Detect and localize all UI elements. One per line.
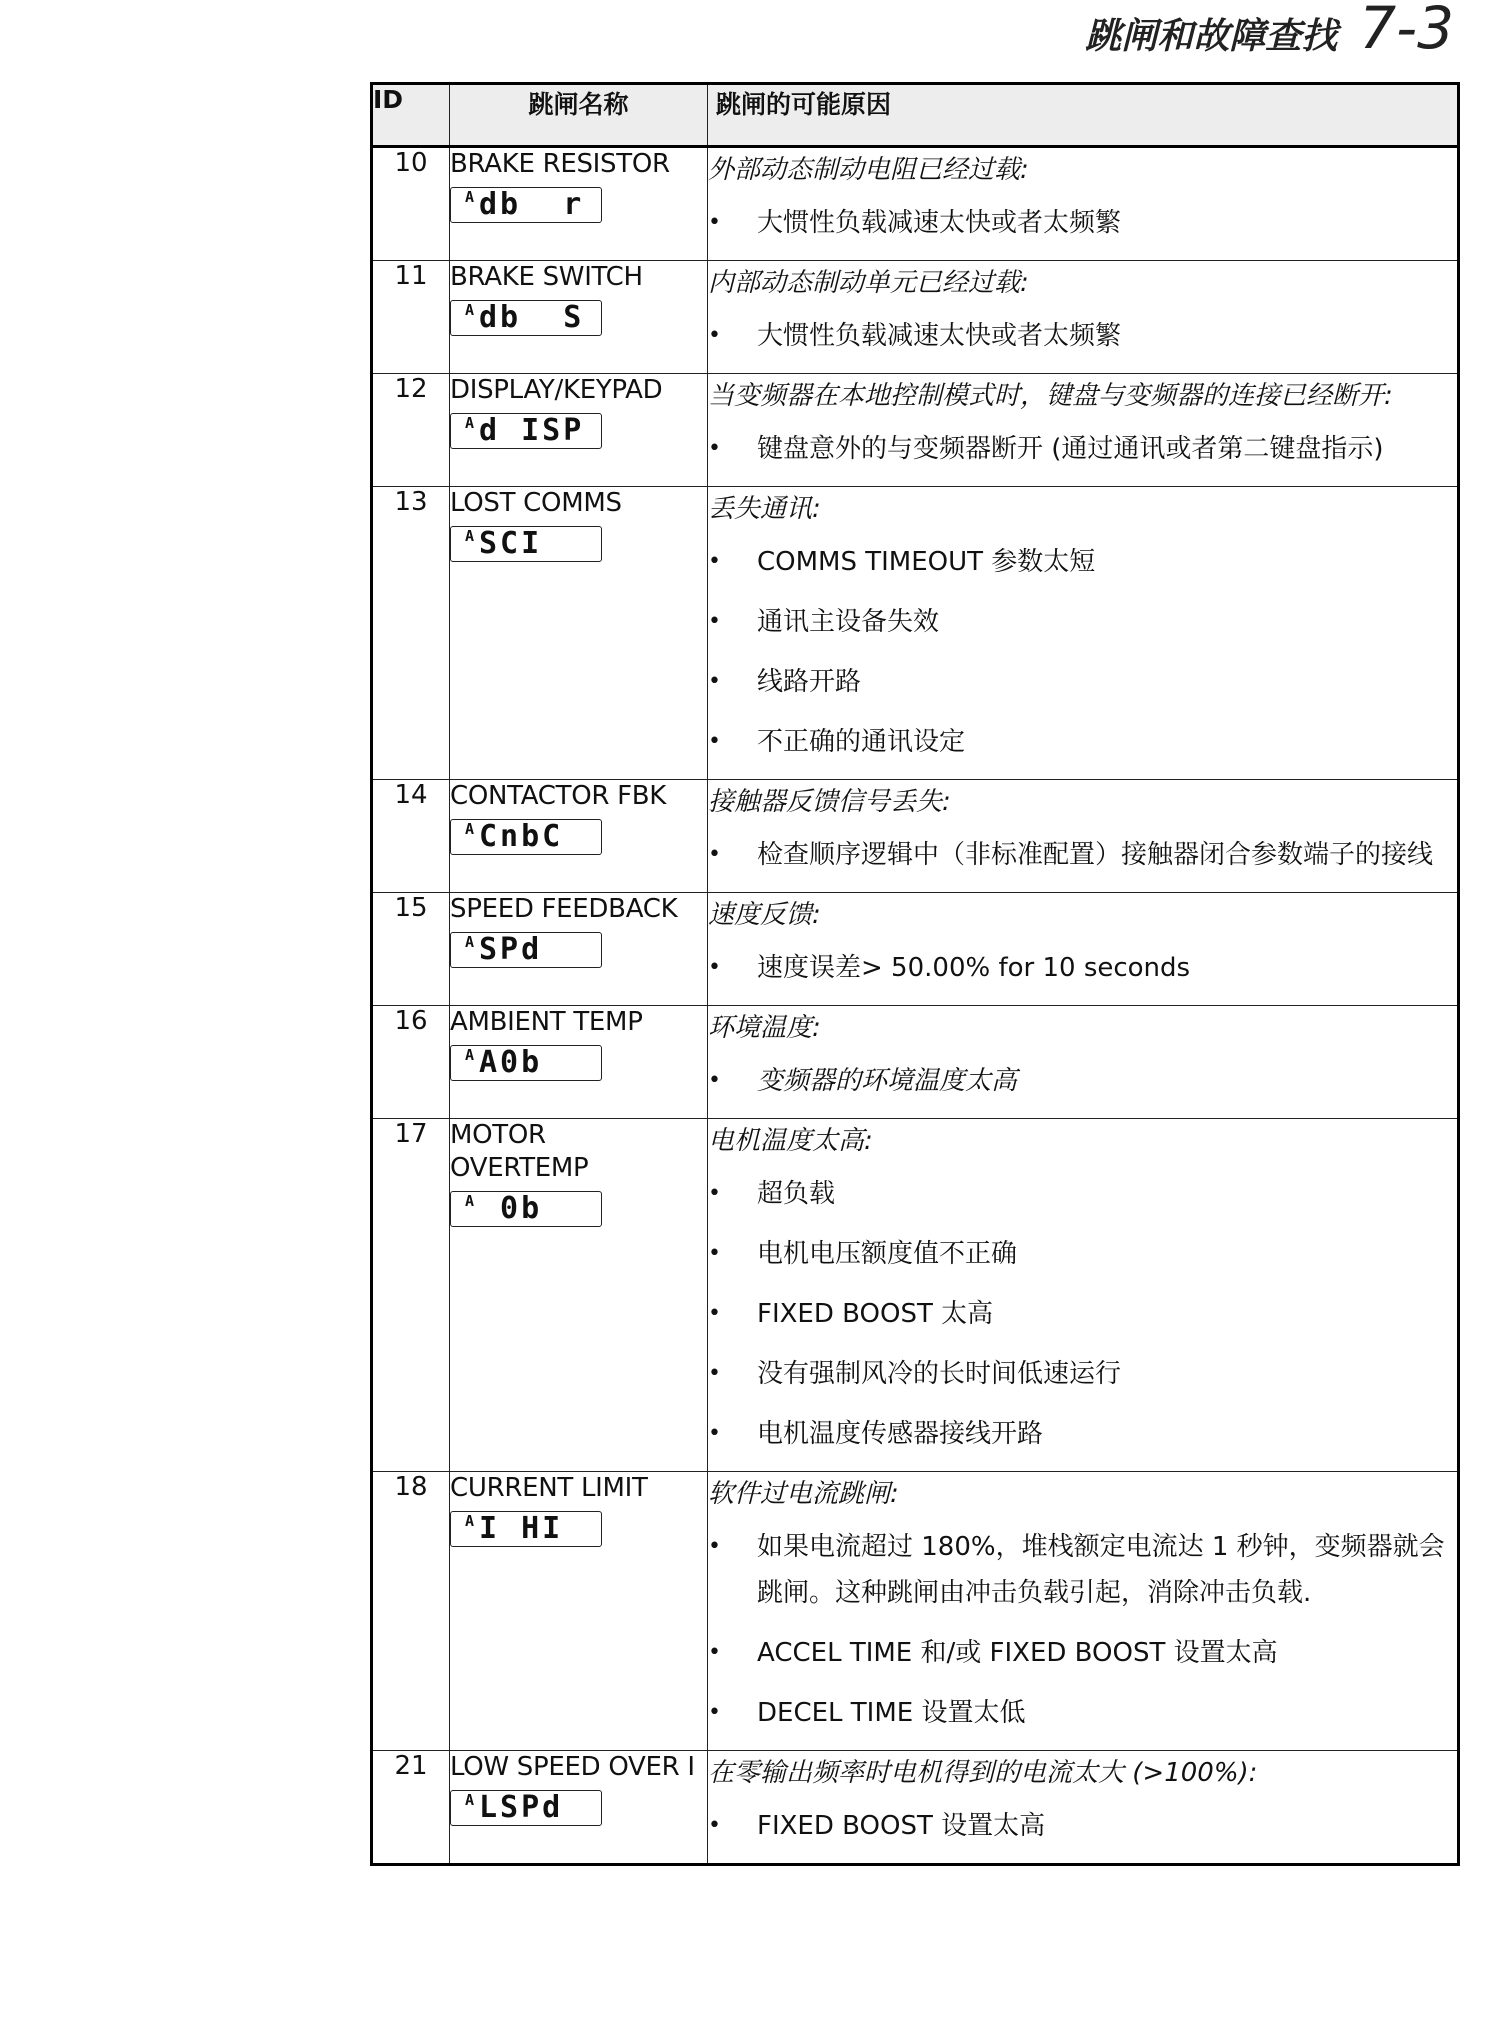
- trip-cause-cell: [708, 1472, 1459, 1751]
- cause-description: 当变频器在本地控制模式时，键盘与变频器的连接已经断开:: [708, 381, 1393, 411]
- trip-name: LOST COMMS: [450, 488, 622, 518]
- cause-list: [708, 832, 1457, 878]
- trip-name: DISPLAY/KEYPAD: [450, 375, 663, 405]
- cause-list: [708, 1171, 1457, 1457]
- lcd-display-code: [450, 1191, 602, 1227]
- lcd-prefix: A: [465, 820, 475, 838]
- trip-name: BRAKE SWITCH: [450, 262, 643, 292]
- cause-item: • 如果电流超过 180%，堆栈额定电流达 1 秒钟，变频器就会跳闸。这种跳闸由冲击负载引起，消除冲击负载.: [708, 1524, 1457, 1616]
- lcd-display-code: [450, 1511, 602, 1547]
- lcd-display-code: [450, 526, 602, 562]
- trip-name-cell: [450, 1751, 708, 1865]
- cause-item: • 电机温度传感器接线开路: [708, 1411, 1457, 1457]
- cause-description: 速度反馈:: [708, 900, 821, 930]
- trip-name: SPEED FEEDBACK: [450, 894, 678, 924]
- lcd-code: CnbC: [479, 819, 564, 854]
- lcd-code: SCI: [479, 526, 543, 561]
- column-header-name: 跳闸名称: [450, 84, 708, 147]
- lcd-code: db r: [479, 187, 585, 222]
- cause-description: 软件过电流跳闸:: [708, 1479, 899, 1509]
- trip-cause-cell: [708, 487, 1459, 780]
- lcd-prefix: A: [465, 1512, 475, 1530]
- cause-description: 电机温度太高:: [708, 1126, 873, 1156]
- lcd-prefix: A: [465, 301, 475, 319]
- trip-name-cell: [450, 893, 708, 1006]
- trip-name: AMBIENT TEMP: [450, 1007, 643, 1037]
- column-header-id: ID: [372, 84, 450, 147]
- trip-cause-cell: [708, 1751, 1459, 1865]
- trip-name-cell: [450, 780, 708, 893]
- trip-id: 11: [372, 261, 450, 374]
- trip-id: 16: [372, 1006, 450, 1119]
- trip-name: BRAKE RESISTOR: [450, 149, 670, 179]
- lcd-prefix: A: [465, 933, 475, 951]
- trip-id: 21: [372, 1751, 450, 1865]
- trip-name-cell: [450, 1472, 708, 1751]
- lcd-display-code: [450, 413, 602, 449]
- cause-list: [708, 1524, 1457, 1736]
- table-row: [372, 487, 1459, 780]
- trip-name-cell: [450, 261, 708, 374]
- lcd-prefix: A: [465, 1046, 475, 1064]
- cause-item: • DECEL TIME 设置太低: [708, 1690, 1457, 1736]
- lcd-display-code: [450, 1790, 602, 1826]
- trip-name-cell: [450, 1119, 708, 1472]
- cause-item: • 速度误差> 50.00% for 10 seconds: [708, 945, 1457, 991]
- trip-cause-cell: [708, 261, 1459, 374]
- table-row: [372, 1006, 1459, 1119]
- lcd-display-code: [450, 187, 602, 223]
- trip-id: 18: [372, 1472, 450, 1751]
- cause-item: • 不正确的通讯设定: [708, 719, 1457, 765]
- trip-id: 14: [372, 780, 450, 893]
- table-row: [372, 780, 1459, 893]
- lcd-display-code: [450, 819, 602, 855]
- cause-list: [708, 1058, 1457, 1104]
- lcd-code: LSPd: [479, 1790, 564, 1825]
- trip-cause-cell: [708, 893, 1459, 1006]
- lcd-code: db S: [479, 300, 585, 335]
- cause-description: 在零输出频率时电机得到的电流太大 (>100%):: [708, 1758, 1258, 1788]
- cause-item: • FIXED BOOST 太高: [708, 1291, 1457, 1337]
- cause-item: • FIXED BOOST 设置太高: [708, 1803, 1457, 1849]
- trip-name: MOTOR OVERTEMP: [450, 1120, 589, 1183]
- trip-cause-cell: [708, 1119, 1459, 1472]
- cause-description: 环境温度:: [708, 1013, 821, 1043]
- section-title: 跳闸和故障查找: [1085, 15, 1338, 57]
- trip-name: LOW SPEED OVER I: [450, 1752, 695, 1782]
- cause-item: • 通讯主设备失效: [708, 599, 1457, 645]
- trip-table-body: [372, 147, 1459, 1865]
- cause-list: [708, 1803, 1457, 1849]
- cause-list: [708, 313, 1457, 359]
- trip-name: CURRENT LIMIT: [450, 1473, 648, 1503]
- cause-item: • 键盘意外的与变频器断开 (通过通讯或者第二键盘指示): [708, 426, 1457, 472]
- trip-name-cell: [450, 147, 708, 261]
- page-header: [1085, 0, 1454, 70]
- trip-name-cell: [450, 374, 708, 487]
- cause-description: 内部动态制动单元已经过载:: [708, 268, 1029, 298]
- trip-cause-cell: [708, 780, 1459, 893]
- table-row: [372, 261, 1459, 374]
- lcd-code: A0b: [479, 1045, 543, 1080]
- lcd-prefix: A: [465, 1791, 475, 1809]
- trip-cause-cell: [708, 147, 1459, 261]
- lcd-code: I HI: [479, 1511, 564, 1546]
- cause-list: [708, 945, 1457, 991]
- cause-item: • 没有强制风冷的长时间低速运行: [708, 1351, 1457, 1397]
- table-row: [372, 1751, 1459, 1865]
- cause-item: • 大惯性负载减速太快或者太频繁: [708, 313, 1457, 359]
- table-row: [372, 374, 1459, 487]
- lcd-display-code: [450, 300, 602, 336]
- table-row: [372, 1472, 1459, 1751]
- lcd-display-code: [450, 932, 602, 968]
- trip-id: 12: [372, 374, 450, 487]
- table-row: [372, 893, 1459, 1006]
- trip-id: 17: [372, 1119, 450, 1472]
- trip-name-cell: [450, 1006, 708, 1119]
- cause-item: • 大惯性负载减速太快或者太频繁: [708, 200, 1457, 246]
- trip-cause-cell: [708, 1006, 1459, 1119]
- cause-list: [708, 426, 1457, 472]
- cause-description: 外部动态制动电阻已经过载:: [708, 155, 1029, 185]
- cause-item: • COMMS TIMEOUT 参数太短: [708, 539, 1457, 585]
- cause-list: [708, 539, 1457, 765]
- table-row: [372, 147, 1459, 261]
- trip-id: 15: [372, 893, 450, 1006]
- cause-item: • 线路开路: [708, 659, 1457, 705]
- trip-id: 13: [372, 487, 450, 780]
- cause-item: • 超负载: [708, 1171, 1457, 1217]
- trip-id: 10: [372, 147, 450, 261]
- lcd-display-code: [450, 1045, 602, 1081]
- cause-description: 接触器反馈信号丢失:: [708, 787, 951, 817]
- lcd-code: d ISP: [479, 413, 585, 448]
- cause-item: • 检查顺序逻辑中（非标准配置）接触器闭合参数端子的接线: [708, 832, 1457, 878]
- table-row: [372, 1119, 1459, 1472]
- column-header-cause: 跳闸的可能原因: [708, 84, 1459, 147]
- cause-item: • ACCEL TIME 和/或 FIXED BOOST 设置太高: [708, 1630, 1457, 1676]
- cause-item: • 变频器的环境温度太高: [708, 1058, 1457, 1104]
- lcd-prefix: A: [465, 1192, 475, 1210]
- cause-description: 丢失通讯:: [708, 494, 821, 524]
- table-header-row: [372, 84, 1459, 147]
- page-number: 7-3: [1359, 0, 1454, 62]
- lcd-prefix: A: [465, 188, 475, 206]
- trip-table: [370, 82, 1460, 1866]
- trip-name-cell: [450, 487, 708, 780]
- trip-cause-cell: [708, 374, 1459, 487]
- lcd-prefix: A: [465, 527, 475, 545]
- lcd-prefix: A: [465, 414, 475, 432]
- trip-name: CONTACTOR FBK: [450, 781, 667, 811]
- cause-item: • 电机电压额度值不正确: [708, 1231, 1457, 1277]
- lcd-code: SPd: [479, 932, 543, 967]
- lcd-code: 0b: [479, 1191, 543, 1226]
- cause-list: [708, 200, 1457, 246]
